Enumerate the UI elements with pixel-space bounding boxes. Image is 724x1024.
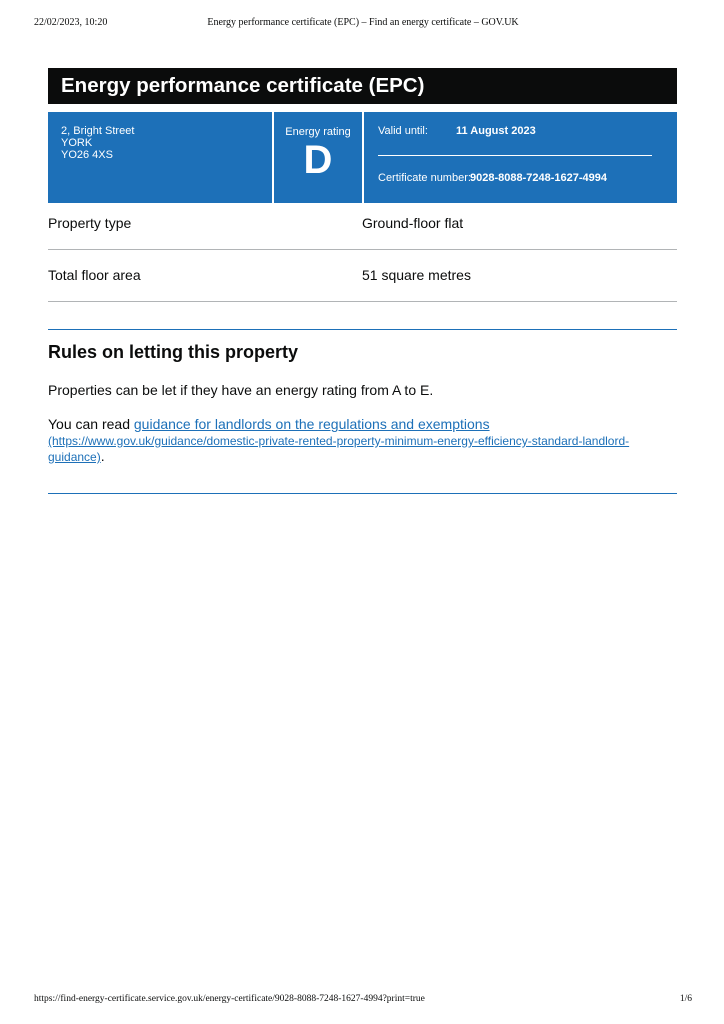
print-footer-url: https://find-energy-certificate.service.gov.uk/energy-certificate/9028-8088-7248-1627-4994?print=true [34,994,425,1004]
property-address [48,112,272,203]
valid-until-label: Valid until: [378,125,428,137]
guidance-link[interactable] [48,416,629,464]
address-postcode: YO26 4XS [61,149,113,161]
property-type-label: Property type [48,215,132,231]
certificate-details [364,112,677,203]
rules-paragraph: Properties can be let if they have an energy rating from A to E. [48,382,434,398]
section-divider-bottom [48,493,677,494]
print-datetime: 22/02/2023, 10:20 [34,17,108,28]
guidance-link-text: guidance for landlords on the regulations and exemptions [133,416,490,432]
property-type-value: Ground-floor flat [362,215,464,231]
print-header [34,17,692,31]
guidance-link-url: (https://www.gov.uk/guidance/domestic-private-rented-property-minimum-energy-efficiency-standard-landlord-guidance) [48,434,630,464]
floor-area-value: 51 square metres [362,267,471,283]
print-doc-title: Energy performance certificate (EPC) – Find an energy certificate – GOV.UK [207,17,519,28]
guidance-paragraph [48,416,648,464]
certificate-number-label: Certificate number: [378,172,471,184]
certificate-divider [378,155,652,156]
floor-area-label: Total floor area [48,267,141,283]
property-type-row [48,197,677,250]
rules-heading: Rules on letting this property [48,342,299,362]
address-line-1: 2, Bright Street [61,125,135,137]
energy-rating-value: D [303,138,333,182]
guidance-prefix: You can read [48,416,134,432]
page-title: Energy performance certificate (EPC) [48,68,677,104]
address-line-2: YORK [61,137,93,149]
print-footer [34,994,692,1008]
guidance-suffix: . [100,448,105,464]
valid-until-value: 11 August 2023 [456,125,536,137]
energy-rating-box [274,112,362,203]
page-number: 1/6 [679,994,692,1004]
certificate-summary [48,112,677,203]
energy-rating-label: Energy rating [285,126,351,138]
certificate-number-value: 9028-8088-7248-1627-4994 [470,172,608,184]
floor-area-row [48,249,677,302]
section-divider-top [48,329,677,330]
